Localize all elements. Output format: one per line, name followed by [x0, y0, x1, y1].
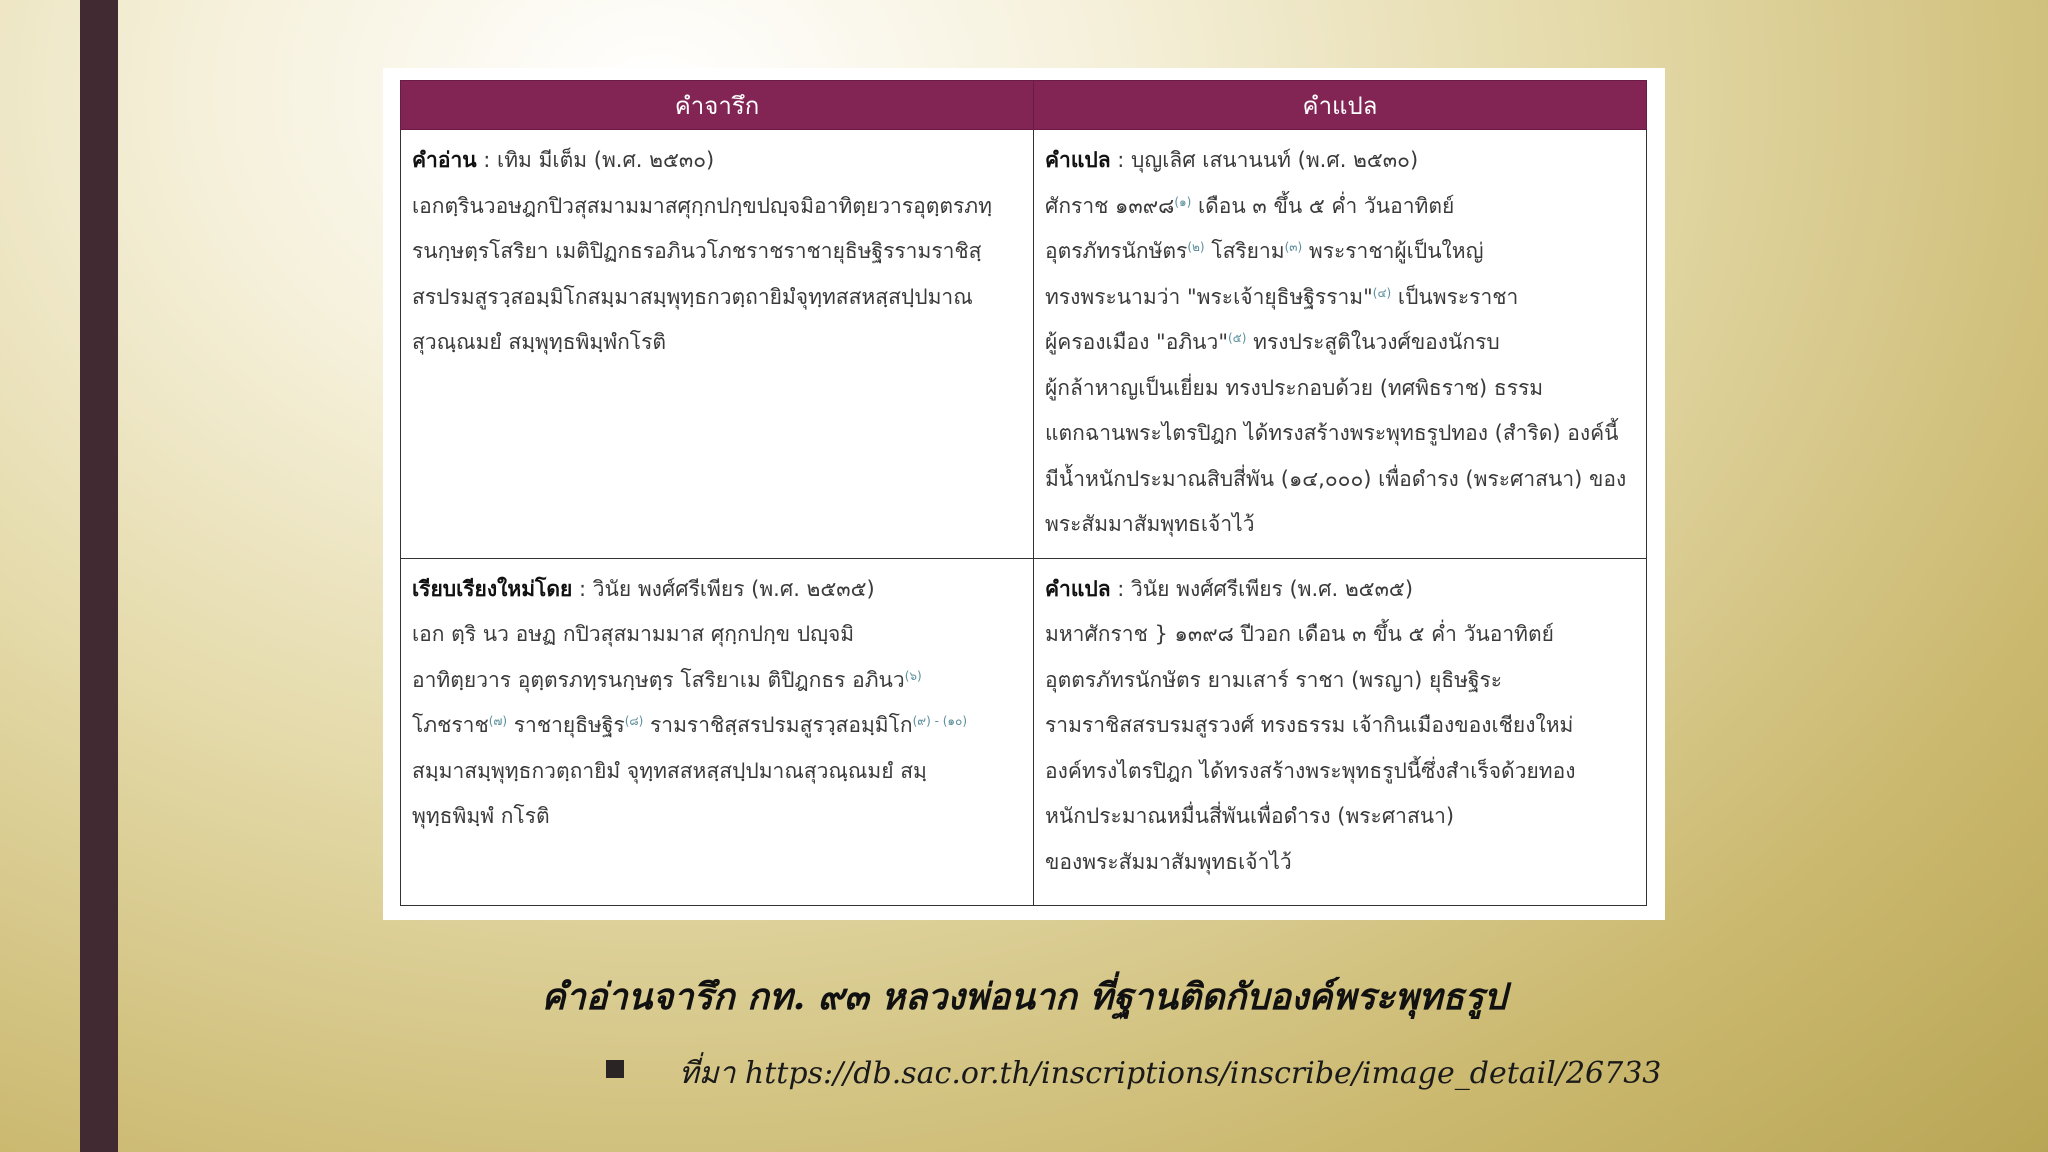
- text-line: [412, 658, 1023, 704]
- cell-translation-boonlert: [1034, 130, 1647, 559]
- line-text: องค์ทรงไตรปิฎก ได้ทรงสร้างพระพุทธรูปนี้ซึ่งสำเร็จด้วยทอง: [1045, 758, 1576, 783]
- cell-heading-label: คำแปล: [1045, 148, 1111, 172]
- text-line: [1045, 320, 1636, 366]
- cell-heading-label: คำอ่าน: [412, 148, 477, 172]
- text-line: [412, 794, 1023, 840]
- line-text: ผู้กล้าหาญเป็นเยี่ยม ทรงประกอบด้วย (ทศพิธราช) ธรรม: [1045, 375, 1544, 400]
- text-line: [1045, 229, 1636, 275]
- cell-heading: [412, 567, 1023, 613]
- line-text: สมฺมาสมฺพุทฺธกวตฺถายิมํ จุทฺทสสหสฺสปฺปมาณสุวณฺณมยํ สมฺ: [412, 758, 927, 783]
- line-text: ผู้ครองเมือง "อภินว": [1045, 330, 1228, 354]
- inscription-table-card: [383, 68, 1665, 920]
- footnote-marker: (๗): [488, 714, 508, 728]
- footnote-marker: (๒): [1187, 240, 1205, 254]
- text-line: [412, 320, 1023, 366]
- text-line: [1045, 658, 1636, 704]
- footnote-marker: (๓): [1284, 240, 1303, 254]
- line-text: พระราชาผู้เป็นใหญ่: [1302, 239, 1484, 263]
- line-text: ทรงประสูติในวงศ์ของนักรบ: [1246, 330, 1500, 354]
- header-inscription: คำจารึก: [401, 81, 1034, 130]
- inscription-table: [400, 80, 1647, 906]
- line-text: เอก ตฺริ นว อษฏ กปิวสุสมามมาส ศุกฺกปกฺข ปญฺจมิ: [412, 622, 855, 646]
- line-text: ของพระสัมมาสัมพุทธเจ้าไว้: [1045, 849, 1292, 874]
- text-line: [1045, 502, 1636, 548]
- text-line: [1045, 703, 1636, 749]
- line-text: รามราชิสฺสรปรมสูรวฺสอมฺมิโก: [643, 713, 913, 737]
- line-text: พุทฺธพิมฺพํ กโรติ: [412, 804, 550, 828]
- text-line: [1045, 366, 1636, 412]
- line-text: อาทิตฺยวาร อุตฺตรภทฺรนกฺษตฺร โสริยาเม ติปิฎกธร อภินว: [412, 667, 905, 692]
- footnote-marker: (๑): [1174, 194, 1192, 209]
- line-text: อุตรภัทรนักษัตร: [1045, 239, 1188, 263]
- cell-heading-label: คำแปล: [1045, 576, 1111, 601]
- cell-author: : วินัย พงศ์ศรีเพียร (พ.ศ. ๒๕๓๕): [572, 576, 875, 601]
- text-line: [412, 703, 1023, 749]
- text-line: [412, 749, 1023, 795]
- text-line: [1045, 457, 1636, 503]
- cell-heading-label: เรียบเรียงใหม่โดย: [412, 576, 573, 601]
- line-text: รามราชิสสรบรมสูรวงศ์ ทรงธรรม เจ้ากินเมืองของเชียงใหม่: [1045, 713, 1574, 737]
- text-line: [1045, 612, 1636, 658]
- cell-author: : บุญเลิศ เสนานนท์ (พ.ศ. ๒๕๓๐): [1110, 148, 1419, 172]
- square-bullet-icon: [606, 1060, 624, 1078]
- footnote-marker: (๖): [904, 668, 922, 683]
- cell-heading: [412, 138, 1023, 184]
- line-text: รนกฺษตฺรโสริยา เมติปิฏกธรอภินวโภชราชราชายุธิษฐิรรามราชิสฺ: [412, 239, 982, 263]
- line-text: เดือน ๓ ขึ้น ๕ ค่ำ วันอาทิตย์: [1191, 193, 1455, 218]
- line-text: โสริยาม: [1204, 239, 1285, 263]
- cell-author: : วินัย พงศ์ศรีเพียร (พ.ศ. ๒๕๓๕): [1110, 576, 1414, 601]
- line-text: อุตตรภัทรนักษัตร ยามเสาร์ ราชา (พรญา) ยุธิษฐิระ: [1045, 667, 1503, 692]
- cell-rearranged-winai: [401, 558, 1034, 905]
- line-text: ราชายุธิษฐิร: [507, 713, 625, 737]
- line-text: มหาศักราช } ๑๓๙๘ ปีวอก เดือน ๓ ขึ้น ๕ ค่ำ วันอาทิตย์: [1045, 622, 1554, 646]
- text-line: [412, 229, 1023, 275]
- text-line: [412, 275, 1023, 321]
- text-line: [412, 612, 1023, 658]
- line-text: หนักประมาณหมื่นสี่พันเพื่อดำรง (พระศาสนา): [1045, 804, 1455, 828]
- cell-heading: [1045, 567, 1636, 613]
- footnote-marker: (๔): [1372, 285, 1392, 300]
- cell-translation-winai: [1034, 558, 1647, 905]
- text-line: [1045, 184, 1636, 230]
- line-text: ศักราช ๑๓๙๘: [1045, 193, 1175, 218]
- cell-reading-temmee: [401, 130, 1034, 559]
- line-text: พระสัมมาสัมพุทธเจ้าไว้: [1045, 512, 1255, 536]
- source-url-text[interactable]: ที่มา https://db.sac.or.th/inscriptions/inscribe/image_detail/26733: [679, 1056, 1662, 1091]
- text-line: [1045, 794, 1636, 840]
- footnote-marker: (๙) - (๑๐): [912, 714, 968, 728]
- line-text: ทรงพระนามว่า "พระเจ้ายุธิษฐิรราม": [1045, 284, 1373, 309]
- cell-heading: [1045, 138, 1636, 184]
- table-row: [401, 130, 1647, 559]
- cell-author: : เทิม มีเต็ม (พ.ศ. ๒๕๓๐): [476, 148, 715, 172]
- text-line: [412, 184, 1023, 230]
- line-text: สุวณฺณมยํ สมฺพุทฺธพิมฺพํกโรติ: [412, 330, 666, 354]
- text-line: [1045, 840, 1636, 886]
- table-row: [401, 558, 1647, 905]
- text-line: [1045, 411, 1636, 457]
- line-text: เอกตฺรินวอษฎกปิวสุสมามมาสศุกฺกปกฺขปญฺจมิอาทิตฺยวารอุตฺตรภทฺ: [412, 193, 992, 218]
- slide-caption: คำอ่านจารึก กท. ๙๓ หลวงพ่อนาก ที่ฐานติดกับองค์พระพุทธรูป: [541, 976, 1507, 1018]
- footnote-marker: (๕): [1227, 331, 1247, 345]
- table-header-row: [401, 81, 1647, 130]
- line-text: มีน้ำหนักประมาณสิบสี่พัน (๑๔,๐๐๐) เพื่อดำรง (พระศาสนา) ของ: [1045, 466, 1627, 491]
- footnote-marker: (๘): [624, 714, 644, 728]
- line-text: สรปรมสูรวฺสอมฺมิโกสมฺมาสมฺพุทฺธกวตฺถายิมํจุทฺทสสหสฺสปฺปมาณ: [412, 284, 973, 309]
- line-text: เป็นพระราชา: [1391, 284, 1519, 309]
- text-line: [1045, 749, 1636, 795]
- line-text: โภชราช: [412, 713, 489, 737]
- line-text: แตกฉานพระไตรปิฎก ได้ทรงสร้างพระพุทธรูปทอง (สำริด) องค์นี้: [1045, 421, 1619, 445]
- header-translation: คำแปล: [1034, 81, 1647, 130]
- text-line: [1045, 275, 1636, 321]
